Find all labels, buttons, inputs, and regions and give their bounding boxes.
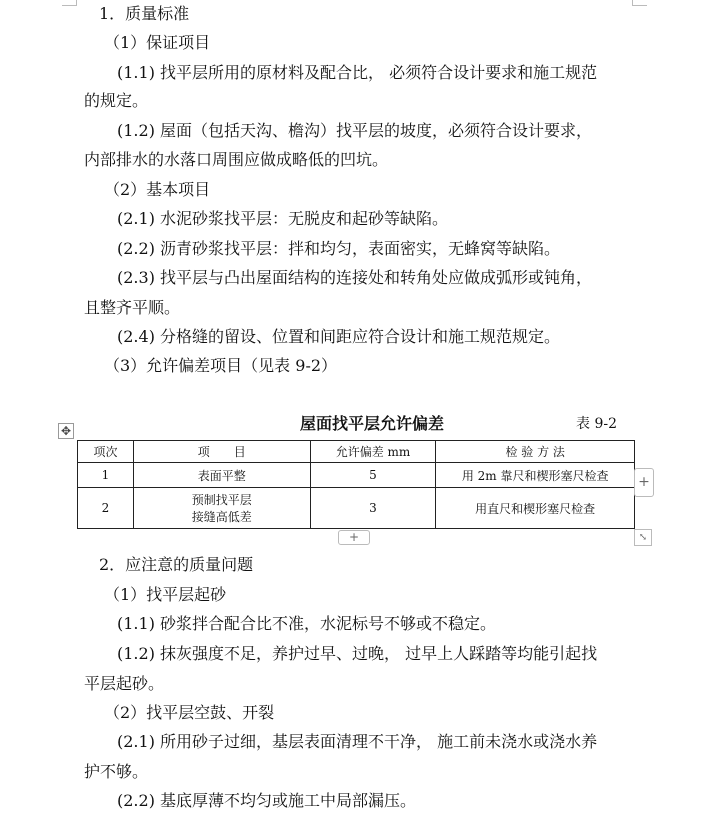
cell-item-line1: 预制找平层 [191,493,252,507]
paragraph-q-1-2-line2: 平层起砂。 [84,674,165,693]
paragraph-1-2-line1: (1.2) 屋面（包括天沟、檐沟）找平层的坡度，必须符合设计要求， [117,121,593,140]
header-item: 项 目 [133,441,310,463]
paragraph-q-2-1-line1: (2.1) 所用砂子过细，基层表面清理不干净， 施工前未浇水或浇水养 [117,732,598,751]
paragraph-2-3-line1: (2.3) 找平层与凸出屋面结构的连接处和转角处应做成弧形或钝角， [117,268,593,287]
table-resize-handle-icon[interactable]: ⤡ [634,529,652,546]
table-title: 屋面找平层允许偏差 [300,414,445,433]
section-1-2-heading: （2）基本项目 [104,180,211,199]
cell-tolerance: 3 [310,488,436,529]
cell-no: 2 [78,488,134,529]
header-no: 项次 [78,441,134,463]
paragraph-q-2-2: (2.2) 基底厚薄不均匀或施工中局部漏压。 [117,791,417,810]
cell-method: 用直尺和楔形塞尺检查 [436,488,635,529]
paragraph-q-1-1: (1.1) 砂浆拌合配合比不准，水泥标号不够或不稳定。 [117,614,497,633]
table-header-row [78,441,635,463]
tolerance-table [77,440,635,529]
cell-item [133,488,310,529]
section-1-heading: 1．质量标准 [99,4,190,23]
add-row-button[interactable]: + [338,530,370,545]
table-row [78,488,635,529]
section-2-2-heading: （2）找平层空鼓、开裂 [104,703,275,722]
section-2-heading: 2．应注意的质量问题 [99,555,254,574]
paragraph-1-1-line1: (1.1) 找平层所用的原材料及配合比， 必须符合设计要求和施工规范 [117,63,598,82]
paragraph-2-1: (2.1) 水泥砂浆找平层：无脱皮和起砂等缺陷。 [117,209,449,228]
section-2-1-heading: （1）找平层起砂 [104,585,227,604]
cell-item: 表面平整 [133,463,310,488]
cell-item-line2: 接缝高低差 [191,510,252,524]
cell-tolerance: 5 [310,463,436,488]
paragraph-2-3-line2: 且整齐平顺。 [84,298,181,317]
paragraph-2-2: (2.2) 沥青砂浆找平层：拌和均匀，表面密实，无蜂窝等缺陷。 [117,239,561,258]
table-move-handle-icon[interactable]: ✥ [58,423,74,439]
add-column-button[interactable]: + [634,468,654,497]
header-method: 检 验 方 法 [436,441,635,463]
cell-no: 1 [78,463,134,488]
cell-method: 用 2m 靠尺和楔形塞尺检查 [436,463,635,488]
header-tolerance: 允许偏差 mm [310,441,436,463]
table-number: 表 9-2 [576,416,617,432]
section-1-1-heading: （1）保证项目 [104,33,211,52]
paragraph-q-1-2-line1: (1.2) 抹灰强度不足，养护过早、过晚， 过早上人踩踏等均能引起找 [117,644,598,663]
paragraph-1-1-line2: 的规定。 [84,91,149,110]
page-corner-mark-right [632,0,647,6]
section-1-3-heading: （3）允许偏差项目（见表 9-2） [104,356,338,375]
paragraph-q-2-1-line2: 护不够。 [84,762,149,781]
paragraph-1-2-line2: 内部排水的水落口周围应做成略低的凹坑。 [84,150,389,169]
paragraph-2-4: (2.4) 分格缝的留设、位置和间距应符合设计和施工规范规定。 [117,327,561,346]
table-row [78,463,635,488]
page-corner-mark-left [62,0,77,6]
